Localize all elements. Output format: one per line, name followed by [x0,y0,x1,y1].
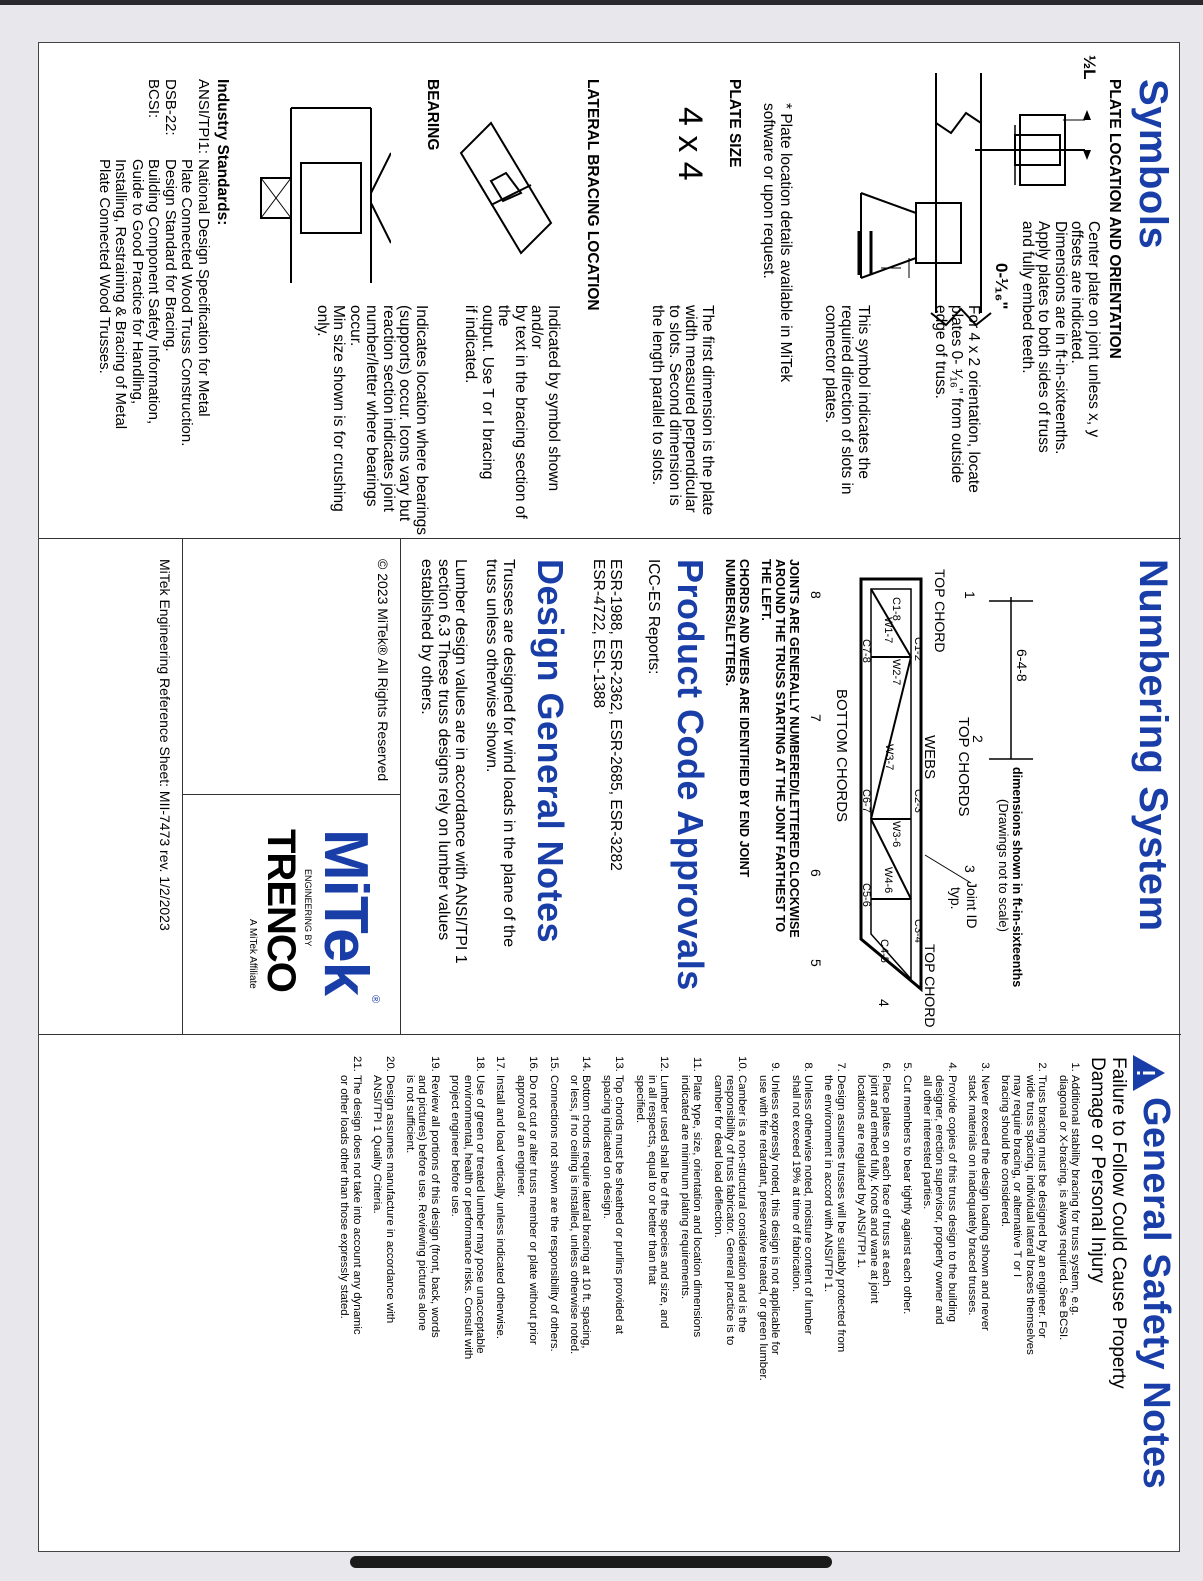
safety-note: 12. Lumber used shall be of the species and size, and in all respects, equal to or better than that specified. [633,1075,670,1545]
safety-note: 7. Design assumes trusses will be suitably protected from the environment in accord with ANSI/TPI 1. [822,1075,847,1545]
trenco-logo [247,829,313,992]
safety-note: 17. Install and load vertically unless indicated otherwise. [494,1075,506,1545]
safety-note: 1. Additional stability bracing for truss system, e.g. diagonal or X-bracing, is always required. See BCSI. [1056,1075,1081,1545]
standard-desc: Design Standard for Bracing. [162,159,179,352]
design-notes-p1: Trusses are designed for wind loads in the plane of the truss unless otherwise shown. [483,559,517,948]
mitek-logo [310,829,381,1003]
top-chords-label: TOP CHORDS [955,717,972,817]
mitek-affiliate: A MiTek Affiliate [247,919,258,989]
member-c1-2: C1-2 [912,637,924,661]
design-notes-p2: Lumber design values are in accordance with ANSI/TPI 1 section 6.3 These truss designs rely on lumber values established by others. [418,559,469,964]
plate-location-heading: PLATE LOCATION AND ORIENTATION [1106,79,1123,359]
standard-item [178,79,211,519]
safety-note: 2. Truss bracing must be designed by an engineer. For wide truss spacing, individual lateral braces themselves may require bracing, or alternative T or I bracing should be considered. [999,1075,1049,1545]
top-chord-label-right: TOP CHORD [922,944,938,1028]
safety-note: 16. Do not cut or alter truss member or plate without prior approval of an engineer. [514,1075,539,1545]
member-w1-7: W1-7 [882,617,894,644]
dim-note: dimensions shown in ft-in-sixteenths [1010,767,1024,988]
standard-desc: National Design Specification for Metal Plate Connected Wood Truss Construction. [178,159,212,447]
standard-desc: Building Component Safety Information, Guide to Good Practice for Handling, Installing, Restraining & Bracing of Metal Plate Connected Wood Trusses. [96,159,163,430]
industry-standards-heading: Industry Standards: [214,79,231,226]
footer-reference: MiTek Engineering Reference Sheet: MII-7473 rev. 1/2/2023 [157,559,173,931]
plate-location-text: Center plate on joint unless x, y offsets are indicated. Dimensions are in ft-in-sixteenths. Apply plates to both sides of truss and fully embed teeth. [1019,221,1102,455]
member-c6-7: C6-7 [860,789,872,813]
joint-8: 8 [808,591,824,599]
chord-web-note: CHORDS AND WEBS ARE IDENTIFIED BY END JOINT NUMBERS/LETTERS. [723,559,751,878]
safety-note: 21. The design does not take into account any dynamic or other loads other than those expressly stated. [338,1075,363,1545]
joint-1: 1 [962,591,978,599]
member-c4-5: C4-5 [878,939,890,963]
lateral-bracing-icon [441,113,561,263]
joint-5: 5 [808,959,824,967]
standard-code: DSB-22: [162,79,179,136]
slot-symbol-text: This symbol indicates the required direction of slots in connector plates. [822,305,872,495]
plate-size-value: 4 x 4 [671,107,709,181]
plate-size-heading: PLATE SIZE [726,79,743,168]
safety-note: 3. Never exceed the design loading shown and never stack materials on inadequately braced trusses. [966,1075,991,1545]
horizontal-scrollbar[interactable] [350,1556,832,1568]
member-w3-7: W3-7 [883,744,895,771]
engineering-by: ENGINEERING BY [303,869,313,947]
member-w4-6: W4-6 [882,867,894,894]
member-c7-8: C7-8 [860,639,872,663]
safety-note: 14. Bottom chords require lateral bracing at 10 ft. spacing, or less, if no ceiling is installed, unless otherwise noted. [568,1075,593,1545]
copyright: © 2023 MiTek® All Rights Reserved [375,559,391,782]
offset-dim-label: 0-¹⁄₁₆" [992,263,1011,310]
joint-6: 6 [808,869,824,877]
divider [400,539,401,1035]
safety-note: 15. Connections not shown are the responsibility of others. [547,1075,559,1545]
symbols-title: Symbols [1131,79,1175,250]
safety-note: 9. Unless expressly noted, this design is not applicable for use with fire retardant, preservative treated, or green lumber. [756,1075,781,1545]
safety-note: 10. Camber is a non-structural consideration and is the responsibility of truss fabricator. General practice is to camber for dead load deflection. [711,1075,748,1545]
icc-reports-label: ICC-ES Reports: [645,559,662,675]
numbering-column [39,539,1181,1035]
webs-label: WEBS [921,735,938,780]
safety-note: 11. Plate type, size, orientation and location dimensions indicated are minimum plating requirements. [678,1075,703,1545]
joint-typ-label: typ. [948,887,964,910]
divider [183,794,401,795]
safety-note: 18. Use of green or treated lumber may pose unacceptable environmental, health or performance risks. Consult with project engineer before use. [449,1075,486,1545]
member-c5-6: C5-6 [860,883,872,907]
numbering-title: Numbering System [1131,559,1175,932]
member-w3-6: W3-6 [890,821,902,848]
safety-note: 20. Design assumes manufacture in accordance with ANSI/TPI 1 Quality Criteria. [371,1075,396,1545]
plate-size-text: The first dimension is the plate width measured perpendicular to slots. Second dimension is the length parallel to slots. [649,305,716,516]
joint-2: 2 [970,735,986,743]
safety-notes-list [330,1057,1081,1545]
slot-direction-icon [841,223,881,283]
member-c2-3: C2-3 [912,789,924,813]
safety-title: General Safety Notes [1135,1097,1177,1490]
symbols-column [39,43,1181,539]
joint-3: 3 [962,865,978,873]
standard-code: BCSI: [145,79,163,119]
mitek-software-note: * Plate location details available in MiTek software or upon request. [760,103,794,383]
joint-7: 7 [808,714,824,722]
standard-item [162,79,179,519]
design-notes-title: Design General Notes [530,559,571,944]
safety-note: 4. Provide copies of this truss design to the building designer, erection supervisor, property owner and all other interested parties. [921,1075,958,1545]
bearing-text: Indicates location where bearings (supports) occur. Icons vary but reaction section indicates joint number/letter where bearings occur. Min size shown is for crushing only. [314,305,430,536]
approvals-title: Product Code Approvals [670,559,711,991]
dim-value: 6-4-8 [1014,649,1030,682]
joint-id-label: Joint ID [964,881,980,929]
safety-note: 8. Unless otherwise noted, moisture content of lumber shall not exceed 19% at time of fabrication. [789,1075,814,1545]
safety-note: 13. Top chords must be sheathed or purlins provided at spacing indicated on design. [600,1075,625,1545]
top-bar [0,0,1203,5]
warning-triangle-icon [1131,1053,1167,1093]
lateral-bracing-heading: LATERAL BRACING LOCATION [584,79,601,311]
lateral-bracing-text: Indicated by symbol shown and/or by text in the bracing section of the output. Use T or I bracing if indicated. [462,305,562,519]
safety-column [39,1035,1181,1553]
safety-note: 6. Place plates on each face of truss at each joint and embed fully. Knots and wane at joint locations are regulated by ANSI/TPI 1. [855,1075,892,1545]
member-c1-8: C1-8 [890,597,902,621]
mitek-reg: ® [369,995,381,1004]
reference-sheet [38,42,1180,1552]
truss-diagram [761,539,1121,1035]
plate-orientation-text: For 4 x 2 orientation, locate plates 0- ¹⁄₁₆" from outside edge of truss. [932,305,982,493]
member-c3-4: C3-4 [912,919,924,943]
joint-4: 4 [876,999,892,1007]
standard-item [96,79,162,519]
safety-note: 5. Cut members to bear tightly against each other. [900,1075,912,1545]
dim-note-2: (Drawings not to scale) [996,799,1011,932]
top-chord-label-left: TOP CHORD [932,569,948,653]
bearing-icon [241,103,391,293]
bearing-heading: BEARING [424,79,441,151]
icc-reports-list: ESR-1988, ESR-2362, ESR-2685, ESR-3282 ESR-4722, ESL-1388 [590,559,624,871]
rotated-page [39,43,1181,1553]
half-l-label: ½L [1080,55,1099,80]
safety-note: 19. Review all portions of this design (front, back, words and pictures) before use. Reviewing pictures alone is not sufficient. [404,1075,441,1545]
trenco-wordmark: TRENCO [259,829,303,992]
member-w2-7: W2-7 [890,659,902,686]
plate-offset-diagram [851,63,1001,343]
bottom-chords-label: BOTTOM CHORDS [833,689,850,823]
divider [182,539,183,1035]
joint-numbering-note: JOINTS ARE GENERALLY NUMBERED/LETTERED CLOCKWISE AROUND THE TRUSS STARTING AT THE JOINT FARTHEST TO THE LEFT. [759,559,801,938]
mitek-wordmark: MiTek [311,829,380,996]
industry-standards-list [96,79,212,519]
safety-subtitle: Failure to Follow Could Cause Property Damage or Personal Injury [1087,1057,1129,1389]
standard-code: ANSI/TPI1: [195,79,212,155]
